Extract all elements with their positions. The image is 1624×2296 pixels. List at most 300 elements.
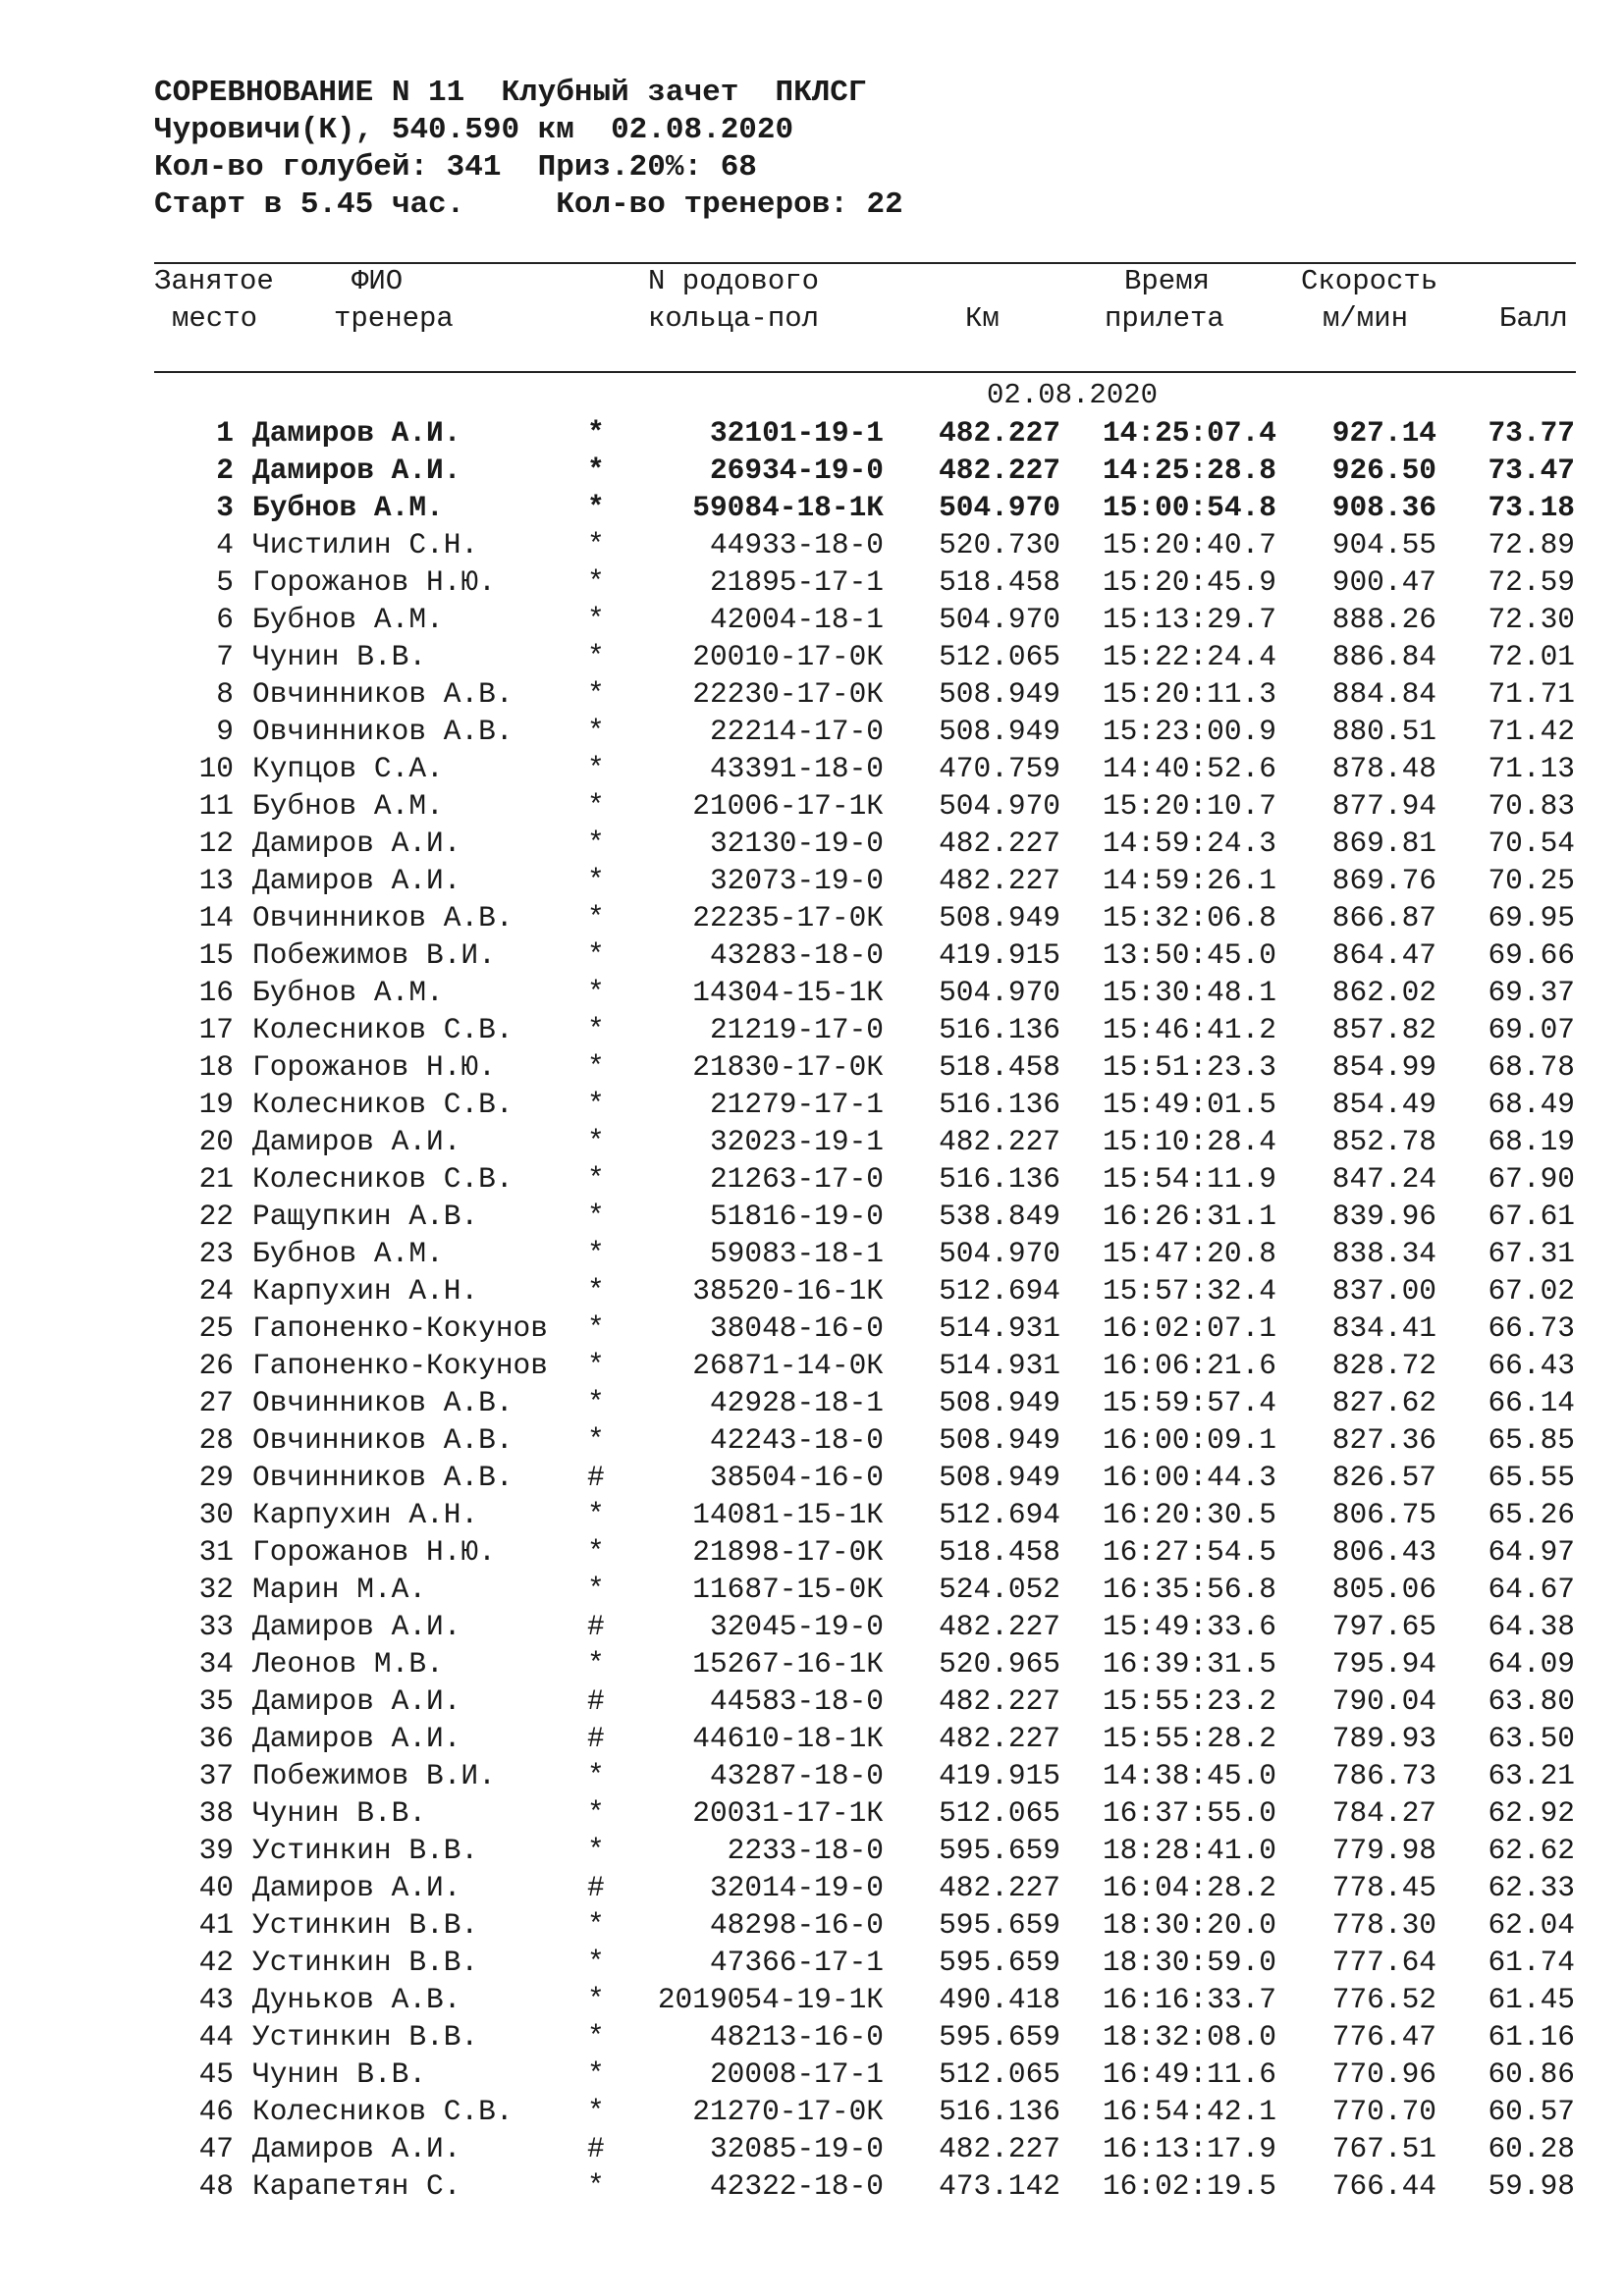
row-speed: 839.96 — [1331, 1200, 1436, 1233]
row-score: 66.73 — [1488, 1311, 1575, 1345]
row-fancier-name: Побежимов В.И. — [252, 1759, 496, 1792]
row-place: 22 — [198, 1200, 234, 1233]
row-place: 39 — [198, 1834, 234, 1867]
row-mark: * — [587, 1237, 605, 1270]
row-speed: 927.14 — [1331, 416, 1436, 450]
release-point-line: Чуровичи(К), 540.590 км 02.08.2020 — [154, 113, 794, 147]
row-ring-number: 22230-17-0К — [692, 677, 884, 711]
row-ring-number: 22235-17-0К — [692, 901, 884, 934]
row-place: 11 — [198, 789, 234, 823]
row-place: 15 — [198, 938, 234, 972]
row-score: 70.83 — [1488, 789, 1575, 823]
results-table — [0, 414, 1624, 2205]
row-score: 68.49 — [1488, 1088, 1575, 1121]
row-speed: 834.41 — [1331, 1311, 1436, 1345]
row-speed: 778.45 — [1331, 1871, 1436, 1904]
row-ring-number: 32085-19-0 — [709, 2132, 884, 2165]
row-place: 21 — [198, 1162, 234, 1196]
row-mark: * — [587, 789, 605, 823]
row-arrival-time: 18:30:59.0 — [1102, 1946, 1276, 1979]
row-speed: 884.84 — [1331, 677, 1436, 711]
start-time-line: Старт в 5.45 час. Кол-во тренеров: 22 — [154, 187, 903, 222]
row-arrival-time: 14:38:45.0 — [1102, 1759, 1276, 1792]
row-score: 61.16 — [1488, 2020, 1575, 2054]
row-ring-number: 32014-19-0 — [709, 1871, 884, 1904]
row-arrival-time: 16:02:19.5 — [1102, 2169, 1276, 2203]
row-arrival-time: 16:35:56.8 — [1102, 1573, 1276, 1606]
row-score: 72.01 — [1488, 640, 1575, 673]
row-score: 67.90 — [1488, 1162, 1575, 1196]
row-score: 65.85 — [1488, 1423, 1575, 1457]
row-fancier-name: Колесников С.В. — [252, 2095, 514, 2128]
row-speed: 778.30 — [1331, 1908, 1436, 1942]
row-arrival-time: 14:59:24.3 — [1102, 827, 1276, 860]
col-ring-1: N родового — [648, 265, 820, 297]
row-place: 10 — [198, 752, 234, 785]
row-place: 24 — [198, 1274, 234, 1308]
row-score: 64.09 — [1488, 1647, 1575, 1681]
row-score: 61.45 — [1488, 1983, 1575, 2016]
row-mark: * — [587, 1834, 605, 1867]
row-score: 65.55 — [1488, 1461, 1575, 1494]
table-row — [0, 1384, 1624, 1421]
row-mark: # — [587, 2132, 605, 2165]
row-score: 71.13 — [1488, 752, 1575, 785]
row-arrival-time: 15:20:45.9 — [1102, 565, 1276, 599]
row-score: 67.31 — [1488, 1237, 1575, 1270]
row-fancier-name: Бубнов А.М. — [252, 603, 444, 636]
row-place: 46 — [198, 2095, 234, 2128]
row-mark: * — [587, 2020, 605, 2054]
row-arrival-time: 15:51:23.3 — [1102, 1050, 1276, 1084]
row-fancier-name: Овчинников А.В. — [252, 715, 514, 748]
row-distance: 508.949 — [939, 715, 1060, 748]
row-arrival-time: 15:13:29.7 — [1102, 603, 1276, 636]
row-score: 71.42 — [1488, 715, 1575, 748]
table-row — [0, 638, 1624, 675]
row-score: 66.43 — [1488, 1349, 1575, 1382]
table-row — [0, 1421, 1624, 1459]
row-score: 68.78 — [1488, 1050, 1575, 1084]
row-fancier-name: Бубнов А.М. — [252, 789, 444, 823]
table-row — [0, 974, 1624, 1011]
row-place: 35 — [198, 1684, 234, 1718]
row-distance: 504.970 — [939, 789, 1060, 823]
row-mark: * — [587, 1050, 605, 1084]
row-distance: 419.915 — [939, 938, 1060, 972]
row-speed: 777.64 — [1331, 1946, 1436, 1979]
row-score: 61.74 — [1488, 1946, 1575, 1979]
row-arrival-time: 15:20:10.7 — [1102, 789, 1276, 823]
row-fancier-name: Овчинников А.В. — [252, 1386, 514, 1419]
table-row — [0, 1309, 1624, 1347]
row-distance: 508.949 — [939, 1461, 1060, 1494]
table-row — [0, 1832, 1624, 1869]
row-ring-number: 32073-19-0 — [709, 864, 884, 897]
row-mark: * — [587, 491, 605, 524]
table-row — [0, 2167, 1624, 2205]
row-distance: 538.849 — [939, 1200, 1060, 1233]
table-row — [0, 1682, 1624, 1720]
row-score: 70.54 — [1488, 827, 1575, 860]
row-ring-number: 21219-17-0 — [709, 1013, 884, 1046]
table-row — [0, 1608, 1624, 1645]
row-place: 2 — [216, 454, 234, 487]
row-place: 45 — [198, 2057, 234, 2091]
row-place: 29 — [198, 1461, 234, 1494]
row-score: 60.28 — [1488, 2132, 1575, 2165]
row-score: 63.21 — [1488, 1759, 1575, 1792]
table-row — [0, 563, 1624, 601]
row-mark: * — [587, 1908, 605, 1942]
row-mark: * — [587, 603, 605, 636]
row-ring-number: 32101-19-1 — [709, 416, 884, 450]
col-speed-1: Скорость — [1301, 265, 1438, 297]
row-arrival-time: 15:46:41.2 — [1102, 1013, 1276, 1046]
row-fancier-name: Дуньков А.В. — [252, 1983, 461, 2016]
row-arrival-time: 14:25:07.4 — [1102, 416, 1276, 450]
table-row — [0, 1645, 1624, 1682]
row-ring-number: 21279-17-1 — [709, 1088, 884, 1121]
table-row — [0, 2056, 1624, 2093]
row-mark: * — [587, 677, 605, 711]
row-fancier-name: Чунин В.В. — [252, 2057, 427, 2091]
row-place: 1 — [216, 416, 234, 450]
table-row — [0, 1757, 1624, 1794]
row-speed: 837.00 — [1331, 1274, 1436, 1308]
row-speed: 926.50 — [1331, 454, 1436, 487]
row-fancier-name: Дамиров А.И. — [252, 416, 461, 450]
row-score: 69.37 — [1488, 976, 1575, 1009]
row-arrival-time: 15:23:00.9 — [1102, 715, 1276, 748]
row-mark: * — [587, 1983, 605, 2016]
row-arrival-time: 15:30:48.1 — [1102, 976, 1276, 1009]
row-distance: 482.227 — [939, 1684, 1060, 1718]
row-fancier-name: Карапетян С. — [252, 2169, 461, 2203]
row-fancier-name: Бубнов А.М. — [252, 1237, 444, 1270]
row-ring-number: 2233-18-0 — [727, 1834, 884, 1867]
row-fancier-name: Дамиров А.И. — [252, 827, 461, 860]
row-ring-number: 21895-17-1 — [709, 565, 884, 599]
table-row — [0, 1720, 1624, 1757]
table-row — [0, 1347, 1624, 1384]
row-fancier-name: Колесников С.В. — [252, 1162, 514, 1196]
table-row — [0, 713, 1624, 750]
row-score: 73.18 — [1488, 491, 1575, 524]
table-row — [0, 1906, 1624, 1944]
row-ring-number: 20031-17-1К — [692, 1796, 884, 1830]
row-score: 64.97 — [1488, 1535, 1575, 1569]
row-score: 60.86 — [1488, 2057, 1575, 2091]
row-distance: 482.227 — [939, 827, 1060, 860]
row-score: 69.95 — [1488, 901, 1575, 934]
row-fancier-name: Дамиров А.И. — [252, 454, 461, 487]
row-mark: * — [587, 2095, 605, 2128]
table-row — [0, 601, 1624, 638]
pigeon-count-line: Кол-во голубей: 341 Приз.20%: 68 — [154, 150, 757, 185]
row-ring-number: 59083-18-1 — [709, 1237, 884, 1270]
row-place: 18 — [198, 1050, 234, 1084]
row-ring-number: 14304-15-1К — [692, 976, 884, 1009]
row-fancier-name: Горожанов Н.Ю. — [252, 565, 496, 599]
row-speed: 790.04 — [1331, 1684, 1436, 1718]
row-distance: 516.136 — [939, 1013, 1060, 1046]
row-distance: 512.065 — [939, 640, 1060, 673]
table-row — [0, 1981, 1624, 2018]
row-fancier-name: Гапоненко-Кокунов — [252, 1349, 548, 1382]
row-arrival-time: 16:00:44.3 — [1102, 1461, 1276, 1494]
row-place: 28 — [198, 1423, 234, 1457]
row-arrival-time: 18:28:41.0 — [1102, 1834, 1276, 1867]
row-score: 69.07 — [1488, 1013, 1575, 1046]
row-ring-number: 59084-18-1К — [692, 491, 884, 524]
row-mark: * — [587, 1311, 605, 1345]
row-speed: 766.44 — [1331, 2169, 1436, 2203]
competition-title: СОРЕВНОВАНИЕ N 11 Клубный зачет ПКЛСГ — [154, 76, 867, 110]
table-row — [0, 1160, 1624, 1198]
row-mark: * — [587, 1946, 605, 1979]
row-mark: * — [587, 752, 605, 785]
row-arrival-time: 18:32:08.0 — [1102, 2020, 1276, 2054]
row-mark: * — [587, 1162, 605, 1196]
row-arrival-time: 15:59:57.4 — [1102, 1386, 1276, 1419]
row-mark: * — [587, 715, 605, 748]
row-distance: 504.970 — [939, 603, 1060, 636]
row-place: 26 — [198, 1349, 234, 1382]
row-place: 38 — [198, 1796, 234, 1830]
table-row — [0, 675, 1624, 713]
row-distance: 524.052 — [939, 1573, 1060, 1606]
row-mark: * — [587, 1796, 605, 1830]
row-mark: * — [587, 1013, 605, 1046]
row-score: 62.92 — [1488, 1796, 1575, 1830]
row-arrival-time: 15:57:32.4 — [1102, 1274, 1276, 1308]
table-row — [0, 526, 1624, 563]
row-score: 73.77 — [1488, 416, 1575, 450]
row-distance: 504.970 — [939, 1237, 1060, 1270]
row-fancier-name: Овчинников А.В. — [252, 901, 514, 934]
row-distance: 508.949 — [939, 677, 1060, 711]
row-speed: 904.55 — [1331, 528, 1436, 561]
row-fancier-name: Дамиров А.И. — [252, 1610, 461, 1643]
row-mark: * — [587, 827, 605, 860]
table-row — [0, 1533, 1624, 1571]
row-distance: 516.136 — [939, 1162, 1060, 1196]
row-place: 14 — [198, 901, 234, 934]
row-arrival-time: 15:54:11.9 — [1102, 1162, 1276, 1196]
row-ring-number: 42322-18-0 — [709, 2169, 884, 2203]
row-arrival-time: 16:06:21.6 — [1102, 1349, 1276, 1382]
row-speed: 888.26 — [1331, 603, 1436, 636]
row-fancier-name: Колесников С.В. — [252, 1088, 514, 1121]
row-mark: * — [587, 1349, 605, 1382]
row-arrival-time: 16:26:31.1 — [1102, 1200, 1276, 1233]
row-mark: * — [587, 1200, 605, 1233]
row-ring-number: 32130-19-0 — [709, 827, 884, 860]
row-distance: 508.949 — [939, 1423, 1060, 1457]
row-fancier-name: Дамиров А.И. — [252, 1722, 461, 1755]
row-mark: * — [587, 1274, 605, 1308]
row-ring-number: 14081-15-1К — [692, 1498, 884, 1531]
row-place: 9 — [216, 715, 234, 748]
row-speed: 869.76 — [1331, 864, 1436, 897]
row-speed: 767.51 — [1331, 2132, 1436, 2165]
row-speed: 828.72 — [1331, 1349, 1436, 1382]
row-distance: 595.659 — [939, 1908, 1060, 1942]
row-arrival-time: 16:20:30.5 — [1102, 1498, 1276, 1531]
row-distance: 473.142 — [939, 2169, 1060, 2203]
row-distance: 482.227 — [939, 864, 1060, 897]
table-row — [0, 1086, 1624, 1123]
row-fancier-name: Дамиров А.И. — [252, 1871, 461, 1904]
col-name-1: ФИО — [352, 265, 404, 297]
row-mark: * — [587, 1498, 605, 1531]
table-row — [0, 1235, 1624, 1272]
row-place: 4 — [216, 528, 234, 561]
row-speed: 880.51 — [1331, 715, 1436, 748]
row-ring-number: 21830-17-0К — [692, 1050, 884, 1084]
row-arrival-time: 16:37:55.0 — [1102, 1796, 1276, 1830]
row-speed: 900.47 — [1331, 565, 1436, 599]
row-place: 44 — [198, 2020, 234, 2054]
row-ring-number: 51816-19-0 — [709, 1200, 884, 1233]
row-speed: 854.49 — [1331, 1088, 1436, 1121]
row-distance: 482.227 — [939, 2132, 1060, 2165]
row-distance: 504.970 — [939, 491, 1060, 524]
row-speed: 878.48 — [1331, 752, 1436, 785]
row-mark: * — [587, 1423, 605, 1457]
row-arrival-time: 16:00:09.1 — [1102, 1423, 1276, 1457]
row-speed: 852.78 — [1331, 1125, 1436, 1158]
row-ring-number: 21898-17-0К — [692, 1535, 884, 1569]
row-speed: 847.24 — [1331, 1162, 1436, 1196]
row-speed: 784.27 — [1331, 1796, 1436, 1830]
row-arrival-time: 15:22:24.4 — [1102, 640, 1276, 673]
row-speed: 857.82 — [1331, 1013, 1436, 1046]
row-place: 43 — [198, 1983, 234, 2016]
row-speed: 797.65 — [1331, 1610, 1436, 1643]
row-place: 16 — [198, 976, 234, 1009]
row-mark: # — [587, 1684, 605, 1718]
row-score: 68.19 — [1488, 1125, 1575, 1158]
row-distance: 595.659 — [939, 1946, 1060, 1979]
row-distance: 518.458 — [939, 565, 1060, 599]
row-arrival-time: 15:49:33.6 — [1102, 1610, 1276, 1643]
row-speed: 866.87 — [1331, 901, 1436, 934]
row-ring-number: 21270-17-0К — [692, 2095, 884, 2128]
row-fancier-name: Устинкин В.В. — [252, 1908, 479, 1942]
row-ring-number: 22214-17-0 — [709, 715, 884, 748]
row-ring-number: 15267-16-1К — [692, 1647, 884, 1681]
row-score: 63.50 — [1488, 1722, 1575, 1755]
table-row — [0, 1048, 1624, 1086]
row-place: 40 — [198, 1871, 234, 1904]
row-ring-number: 48213-16-0 — [709, 2020, 884, 2054]
table-row — [0, 2130, 1624, 2167]
row-mark: * — [587, 416, 605, 450]
row-score: 62.04 — [1488, 1908, 1575, 1942]
row-ring-number: 44610-18-1К — [692, 1722, 884, 1755]
row-distance: 482.227 — [939, 1722, 1060, 1755]
row-place: 19 — [198, 1088, 234, 1121]
row-place: 17 — [198, 1013, 234, 1046]
row-ring-number: 42928-18-1 — [709, 1386, 884, 1419]
row-arrival-time: 15:32:06.8 — [1102, 901, 1276, 934]
col-score: Балл — [1499, 302, 1568, 335]
row-place: 33 — [198, 1610, 234, 1643]
row-speed: 776.47 — [1331, 2020, 1436, 2054]
row-place: 31 — [198, 1535, 234, 1569]
table-row — [0, 2018, 1624, 2056]
row-score: 65.26 — [1488, 1498, 1575, 1531]
col-name-2: тренера — [334, 302, 454, 335]
row-place: 25 — [198, 1311, 234, 1345]
row-ring-number: 20008-17-1 — [709, 2057, 884, 2091]
row-distance: 516.136 — [939, 2095, 1060, 2128]
row-fancier-name: Гапоненко-Кокунов — [252, 1311, 548, 1345]
row-fancier-name: Бубнов А.М. — [252, 976, 444, 1009]
col-place-1: Занятое — [154, 265, 274, 297]
row-fancier-name: Леонов М.В. — [252, 1647, 444, 1681]
row-place: 47 — [198, 2132, 234, 2165]
row-place: 48 — [198, 2169, 234, 2203]
row-score: 62.62 — [1488, 1834, 1575, 1867]
row-distance: 514.931 — [939, 1349, 1060, 1382]
row-distance: 512.694 — [939, 1274, 1060, 1308]
row-ring-number: 32023-19-1 — [709, 1125, 884, 1158]
row-score: 73.47 — [1488, 454, 1575, 487]
row-distance: 419.915 — [939, 1759, 1060, 1792]
table-row — [0, 1123, 1624, 1160]
row-fancier-name: Чистилин С.Н. — [252, 528, 479, 561]
row-speed: 776.52 — [1331, 1983, 1436, 2016]
row-fancier-name: Горожанов Н.Ю. — [252, 1535, 496, 1569]
row-place: 36 — [198, 1722, 234, 1755]
row-score: 63.80 — [1488, 1684, 1575, 1718]
row-ring-number: 32045-19-0 — [709, 1610, 884, 1643]
row-distance: 512.065 — [939, 2057, 1060, 2091]
row-fancier-name: Горожанов Н.Ю. — [252, 1050, 496, 1084]
row-place: 30 — [198, 1498, 234, 1531]
row-mark: * — [587, 1535, 605, 1569]
row-ring-number: 21006-17-1К — [692, 789, 884, 823]
row-place: 42 — [198, 1946, 234, 1979]
row-fancier-name: Бубнов А.М. — [252, 491, 444, 524]
row-ring-number: 42243-18-0 — [709, 1423, 884, 1457]
table-row — [0, 936, 1624, 974]
table-row — [0, 1571, 1624, 1608]
col-km: Км — [965, 302, 1000, 335]
row-distance: 520.730 — [939, 528, 1060, 561]
row-speed: 877.94 — [1331, 789, 1436, 823]
row-distance: 516.136 — [939, 1088, 1060, 1121]
row-speed: 786.73 — [1331, 1759, 1436, 1792]
row-place: 12 — [198, 827, 234, 860]
row-score: 64.38 — [1488, 1610, 1575, 1643]
row-place: 23 — [198, 1237, 234, 1270]
row-place: 32 — [198, 1573, 234, 1606]
row-place: 37 — [198, 1759, 234, 1792]
row-place: 6 — [216, 603, 234, 636]
row-score: 71.71 — [1488, 677, 1575, 711]
row-fancier-name: Чунин В.В. — [252, 640, 427, 673]
row-ring-number: 38520-16-1К — [692, 1274, 884, 1308]
row-speed: 869.81 — [1331, 827, 1436, 860]
row-ring-number: 26871-14-0К — [692, 1349, 884, 1382]
row-speed: 806.75 — [1331, 1498, 1436, 1531]
row-mark: * — [587, 864, 605, 897]
row-distance: 514.931 — [939, 1311, 1060, 1345]
